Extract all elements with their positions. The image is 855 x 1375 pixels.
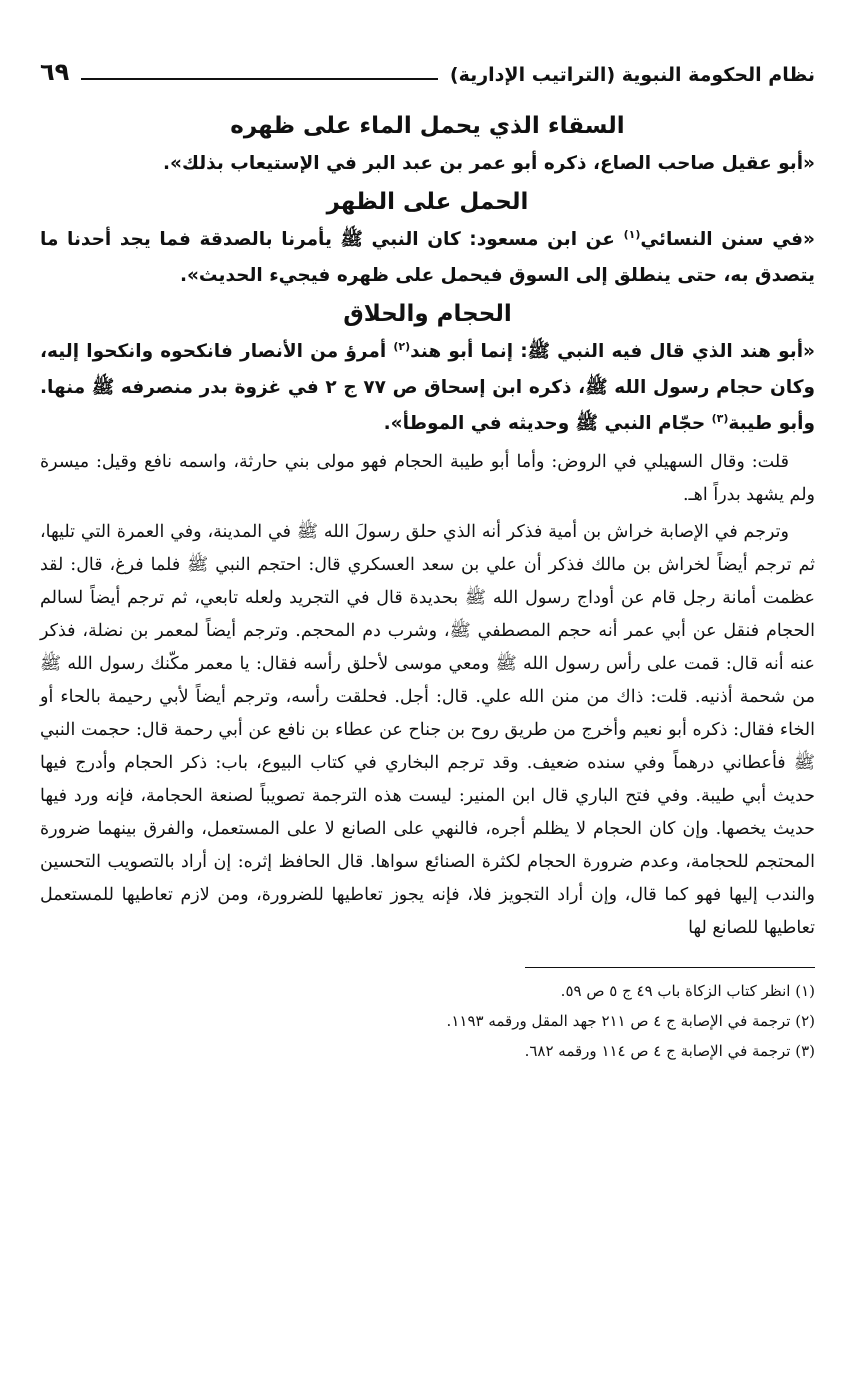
header-rule — [81, 78, 438, 80]
text-span: حجّام النبي ﷺ وحديثه في الموطأ». — [383, 413, 712, 434]
text-span: عن ابن مسعود: كان النبي ﷺ يأمرنا بالصدقة فما يجد أحدنا ما يتصدق به، حتى ينطلق إلى السوق فيحمل على ظهره فيجيء الحديث». — [40, 229, 815, 286]
section-text-water-carrier: «أبو عقيل صاحب الصاع، ذكره أبو عمر بن عبد البر في الإستيعاب بذلك». — [163, 153, 815, 174]
footnote-2: (٢) ترجمة في الإصابة ج ٤ ص ٢١١ جهد المقل ورقمه ١١٩٣. — [446, 1012, 815, 1030]
section-heading-water-carrier: السقاء الذي يحمل الماء على ظهره — [230, 113, 625, 139]
footnote-ref-1: (١) — [623, 227, 641, 241]
footnote-1: (١) انظر كتاب الزكاة باب ٤٩ ج ٥ ص ٥٩. — [560, 982, 815, 1000]
section-heading-carrying: الحمل على الظهر — [326, 189, 529, 215]
book-page — [40, 52, 815, 1335]
section-text-cupper-barber — [40, 334, 815, 442]
text-span: «في سنن النسائي — [640, 229, 815, 250]
body-paragraph-2: وترجم في الإصابة خراش بن أمية فذكر أنه الذي حلق رسولَ الله ﷺ في المدينة، وفي العمرة التي تليها، ثم ترجم أيضاً لخراش بن مالك فذكر أن علي بن سعد العسكري قال: احتجم النبي ﷺ فلما فرغ، قال: لقد عظمت أمانة رجل قام عن أوداج رسول الله ﷺ بحديدة قال في التجريد ولعله تابعي، ثم ترجم أيضاً لسالم الحجام فنقل عن أبي عمر أنه حجم المصطفي ﷺ، وشرب دم المحجم. وترجم أيضاً لمعمر بن نضلة، فذكر عنه أنه قال: قمت على رأس رسول الله ﷺ ومعي موسى لأحلق رأسه فقال: يا معمر مكّنك رسول الله ﷺ من شحمة أذنيه. قلت: ذاك من منن الله علي. قال: أجل. فحلقت رأسه، وترجم أيضاً لأبي رحيمة بالحاء أو الخاء فقال: ذكره أبو نعيم وأخرج من طريق روح بن جناح عن عطاء بن نافع عن أبي رحمة قال: حجمت النبي ﷺ فأعطاني درهماً وفي سنده ضعيف. وقد ترجم البخاري في كتاب البيوع، باب: ذكر الحجام وأدرج فيها حديث أبي طيبة. وفي فتح الباري قال ابن المنير: ليست هذه الترجمة تصويباً لصنعة الحجامة، فإنه ورد فيها حديث يخصها. وإن كان الحجام لا يظلم أجره، فالنهي على الصانع لا على المستعمل، والفرق بينهما ضرورة المحتجم للحجامة، وعدم ضرورة الحجام لكثرة الصنائع سواها. قال الحافظ إثره: إن أراد بالتصويب التحسين والندب إليها فهو كما قال، وإن أراد التجويز فلا، فإنه يجوز تعاطيها للضرورة، ومن لازم تعاطيها للمستعمل تعاطيها للصانع لها — [40, 522, 815, 938]
section-text-carrying — [40, 222, 815, 294]
page-number: ٦٩ — [40, 58, 70, 86]
running-header — [40, 52, 815, 86]
footnote-ref-3: (٣) — [711, 411, 729, 425]
body-paragraph-1: قلت: وقال السهيلي في الروض: وأما أبو طيبة الحجام فهو مولى بني حارثة، واسمه نافع وقيل: ميسرة ولم يشهد بدراً اهـ. — [40, 452, 815, 505]
section-heading-cupper-barber: الحجام والحلاق — [343, 301, 512, 327]
footnote-3: (٣) ترجمة في الإصابة ج ٤ ص ١١٤ ورقمه ٦٨٢. — [524, 1042, 815, 1060]
header-title: نظام الحكومة النبوية (التراتيب الإدارية) — [449, 64, 815, 86]
text-span: «أبو هند الذي قال فيه النبي ﷺ: إنما أبو هند — [410, 341, 815, 362]
footnote-separator — [525, 967, 815, 968]
footnote-ref-2: (٢) — [393, 339, 411, 353]
text-span: أمرؤ من الأنصار فانكحوه وانكحوا إليه، وكان حجام رسول الله ﷺ، ذكره ابن إسحاق ص ٧٧ ج ٢ في غزوة بدر منصرفه ﷺ منها. وأبو طيبة — [40, 341, 815, 434]
